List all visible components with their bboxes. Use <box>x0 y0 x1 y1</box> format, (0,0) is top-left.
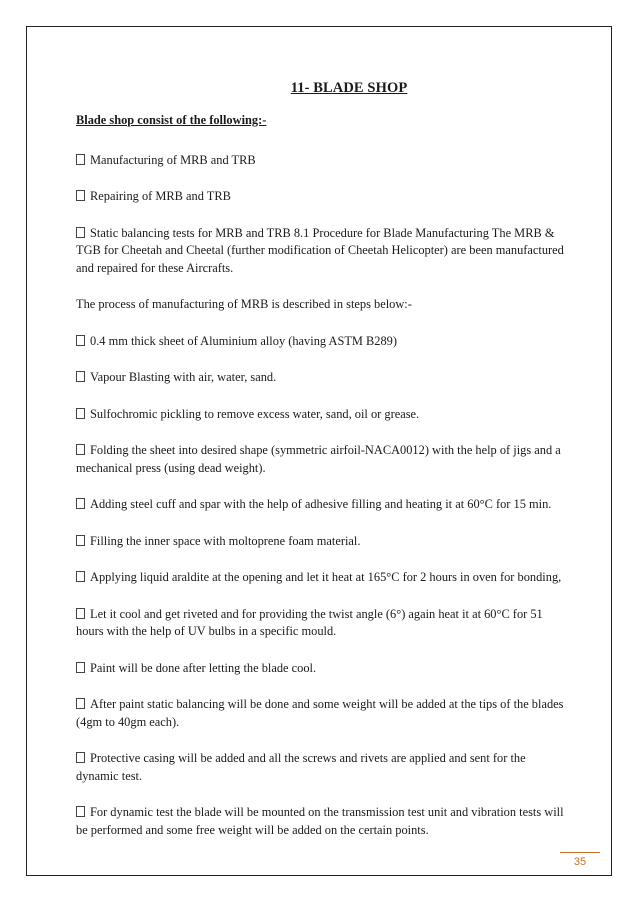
list-item: Applying liquid araldite at the opening and let it heat at 165°C for 2 hours in oven for bonding, <box>76 569 566 587</box>
list-item: Repairing of MRB and TRB <box>76 188 566 206</box>
list-item: For dynamic test the blade will be mounted on the transmission test unit and vibration tests will be performed and some free weight will be added on the certain points. <box>76 805 564 837</box>
list-item: Filling the inner space with moltoprene foam material. <box>76 533 566 551</box>
missing-glyph-icon <box>76 698 85 709</box>
list-item: Vapour Blasting with air, water, sand. <box>76 369 566 387</box>
missing-glyph-icon <box>76 608 85 619</box>
page-number-rule <box>560 852 600 853</box>
missing-glyph-icon <box>76 806 85 817</box>
missing-glyph-icon <box>76 535 85 546</box>
list-item: Folding the sheet into desired shape (symmetric airfoil-NACA0012) with the help of jigs and a mechanical press (using dead weight). <box>76 443 561 475</box>
list-item: Paint will be done after letting the blade cool. <box>76 660 566 678</box>
list-item: Manufacturing of MRB and TRB <box>76 152 566 170</box>
section-title-text: 11- BLADE SHOP <box>290 80 408 96</box>
section-title <box>0 80 638 97</box>
list-item: 0.4 mm thick sheet of Aluminium alloy (having ASTM B289) <box>76 333 566 351</box>
missing-glyph-icon <box>76 498 85 509</box>
list-item: Let it cool and get riveted and for providing the twist angle (6°) again heat it at 60°C for 51 hours with the help of UV bulbs in a specific mould. <box>76 606 543 638</box>
document-body <box>76 112 566 858</box>
missing-glyph-icon <box>76 227 85 238</box>
list-item: Static balancing tests for MRB and TRB 8.1 Procedure for Blade Manufacturing The MRB & TGB for Cheetah and Cheetal (further modification of Cheetah Helicopter) are been manufactured and repaired for these Aircrafts. <box>76 225 564 275</box>
missing-glyph-icon <box>76 662 85 673</box>
missing-glyph-icon <box>76 154 85 165</box>
missing-glyph-icon <box>76 371 85 382</box>
missing-glyph-icon <box>76 752 85 763</box>
missing-glyph-icon <box>76 335 85 346</box>
list-item: Protective casing will be added and all the screws and rivets are applied and sent for the dynamic test. <box>76 751 526 783</box>
list-item: Adding steel cuff and spar with the help of adhesive filling and heating it at 60°C for 15 min. <box>76 496 566 514</box>
process-intro: The process of manufacturing of MRB is described in steps below:- <box>76 297 412 311</box>
missing-glyph-icon <box>76 408 85 419</box>
list-item: After paint static balancing will be done and some weight will be added at the tips of the blades (4gm to 40gm each). <box>76 697 564 729</box>
list-item: Sulfochromic pickling to remove excess water, sand, oil or grease. <box>76 406 566 424</box>
page-number: 35 <box>573 856 587 868</box>
intro-heading: Blade shop consist of the following:- <box>76 113 267 127</box>
missing-glyph-icon <box>76 444 85 455</box>
missing-glyph-icon <box>76 190 85 201</box>
missing-glyph-icon <box>76 571 85 582</box>
